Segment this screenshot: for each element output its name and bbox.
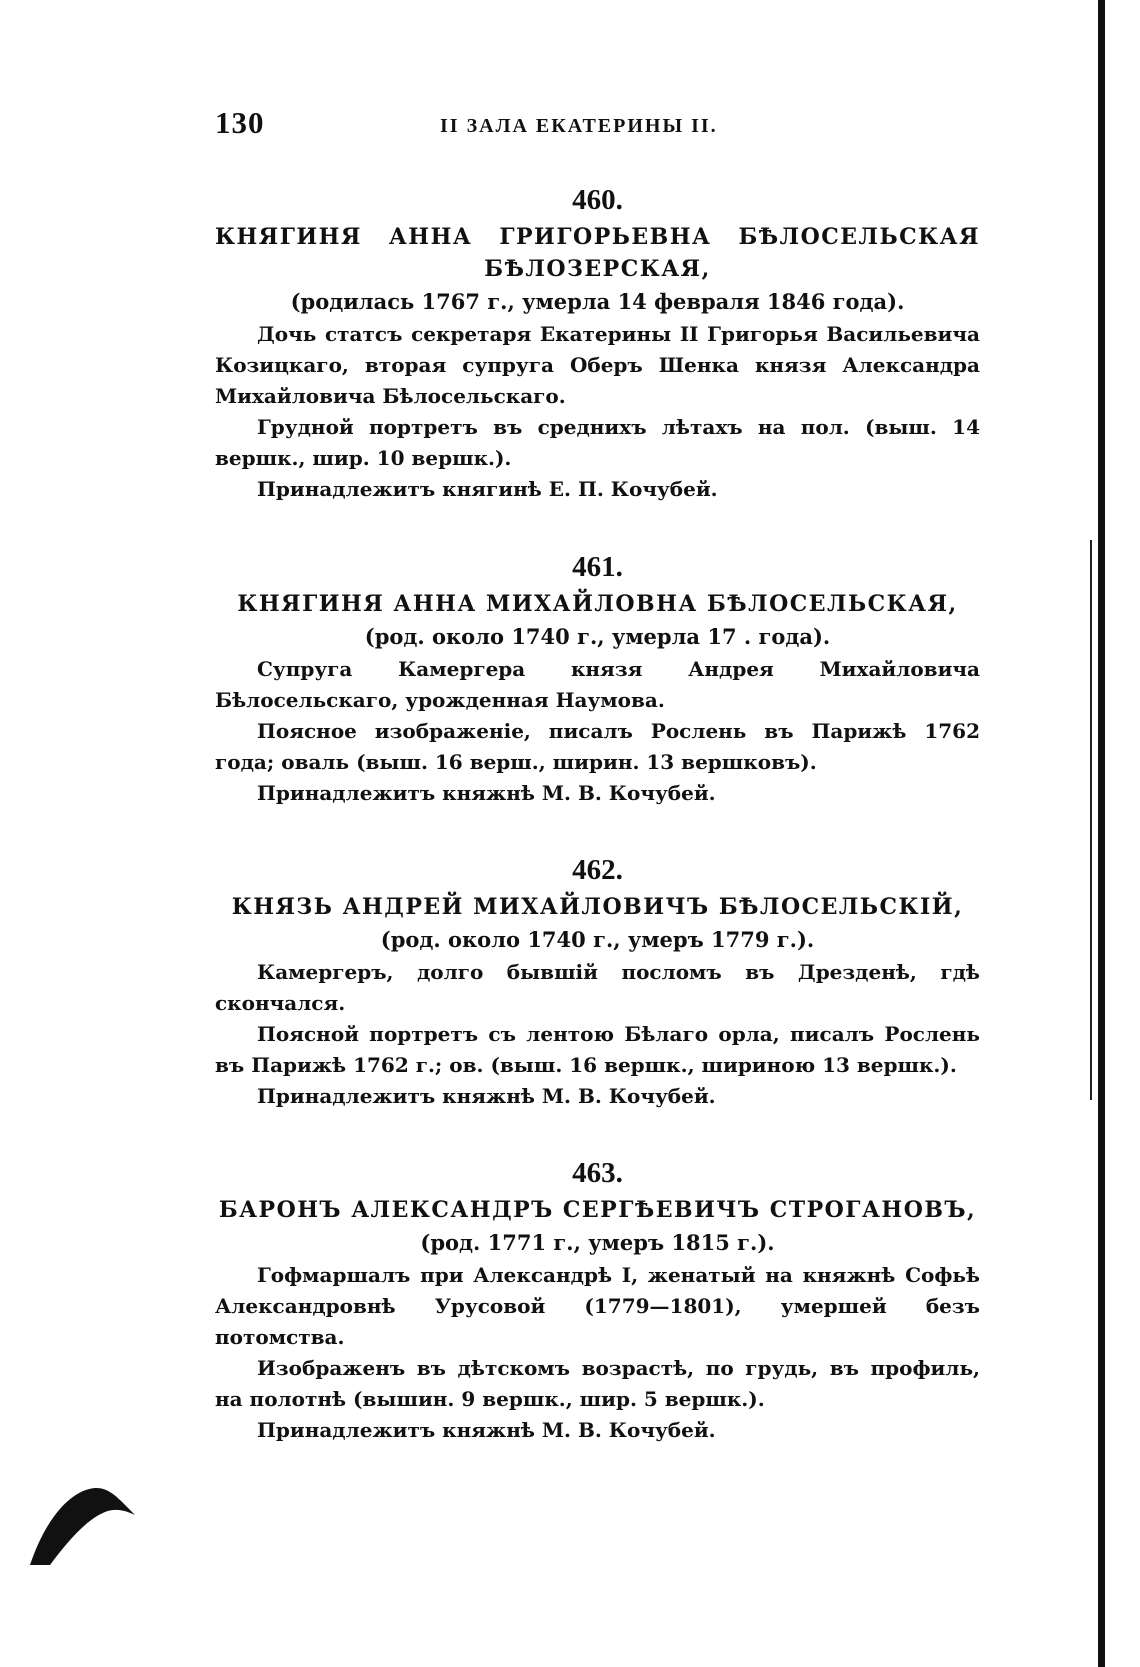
entry-description: Гофмаршалъ при Александрѣ I, женатый на княжнѣ Софьѣ Александровнѣ Урусовой (1779—1801), умершей безъ потомства. [215,1263,980,1349]
entry-owner: Принадлежитъ княжнѣ М. В. Кочубей. [257,781,716,805]
entry-portrait-info: Грудной портретъ въ среднихъ лѣтахъ на пол. (выш. 14 вершк., шир. 10 вершк.). [215,415,980,470]
page-binding-shadow [1090,540,1092,1100]
entry-number: 460. [572,184,623,216]
entry-number: 463. [572,1157,623,1189]
ink-smudge-icon [25,1460,155,1570]
page-number: 130 [215,105,265,140]
entry-owner: Принадлежитъ княжнѣ М. В. Кочубей. [257,1084,716,1108]
entry-portrait-info: Поясное изображеніе, писалъ Рослень въ Парижѣ 1762 года; оваль (выш. 16 верш., ширин. 13 вершковъ). [215,719,980,774]
entry-description: Супруга Камергера князя Андрея Михайловича Бѣлосельскаго, урожденная Наумова. [215,657,980,712]
page-binding-edge [1098,0,1105,1667]
book-page [215,105,980,1446]
entry-owner: Принадлежитъ княгинѣ Е. П. Кочубей. [257,477,718,501]
entry-dates: (род. около 1740 г., умерла 17 . года). [364,624,831,649]
entry-name: БАРОНЪ АЛЕКСАНДРЪ СЕРГѢЕВИЧЪ СТРОГАНОВЪ, [218,1197,977,1223]
entry-portrait-info: Изображенъ въ дѣтскомъ возрастѣ, по грудь, въ профиль, на полотнѣ (вышин. 9 вершк., шир. 5 вершк.). [215,1356,980,1411]
entry-dates: (род. около 1740 г., умеръ 1779 г.). [380,927,815,952]
entry-description: Камергеръ, долго бывшій посломъ въ Дрезденѣ, гдѣ скончался. [215,960,980,1015]
catalog-entry-460 [215,183,980,505]
running-header [215,105,980,145]
entry-name: КНЯЗЬ АНДРЕЙ МИХАЙЛОВИЧЪ БѢЛОСЕЛЬСКІЙ, [231,894,964,920]
entry-number: 462. [572,854,623,886]
entry-name: КНЯГИНЯ АННА ГРИГОРЬЕВНА БѢЛОСЕЛЬСКАЯ БѢЛОЗЕРСКАЯ, [215,224,980,282]
catalog-entry-461 [215,550,980,809]
entry-number: 461. [572,551,623,583]
catalog-entry-462 [215,853,980,1112]
entry-dates: (родилась 1767 г., умерла 14 февраля 1846 года). [290,289,905,314]
catalog-entry-463 [215,1156,980,1446]
entry-name: КНЯГИНЯ АННА МИХАЙЛОВНА БѢЛОСЕЛЬСКАЯ, [237,591,958,617]
entry-portrait-info: Поясной портретъ съ лентою Бѣлаго орла, писалъ Рослень въ Парижѣ 1762 г.; ов. (выш. 16 вершк., шириною 13 вершк.). [215,1022,980,1077]
entry-description: Дочь статсъ секретаря Екатерины II Григорья Васильевича Козицкаго, вторая супруга Оберъ Шенка князя Александра Михайловича Бѣлосельскаго. [215,322,980,408]
entry-owner: Принадлежитъ княжнѣ М. В. Кочубей. [257,1418,716,1442]
running-title: II ЗАЛА ЕКАТЕРИНЫ II. [440,115,718,137]
entry-dates: (род. 1771 г., умеръ 1815 г.). [420,1230,775,1255]
